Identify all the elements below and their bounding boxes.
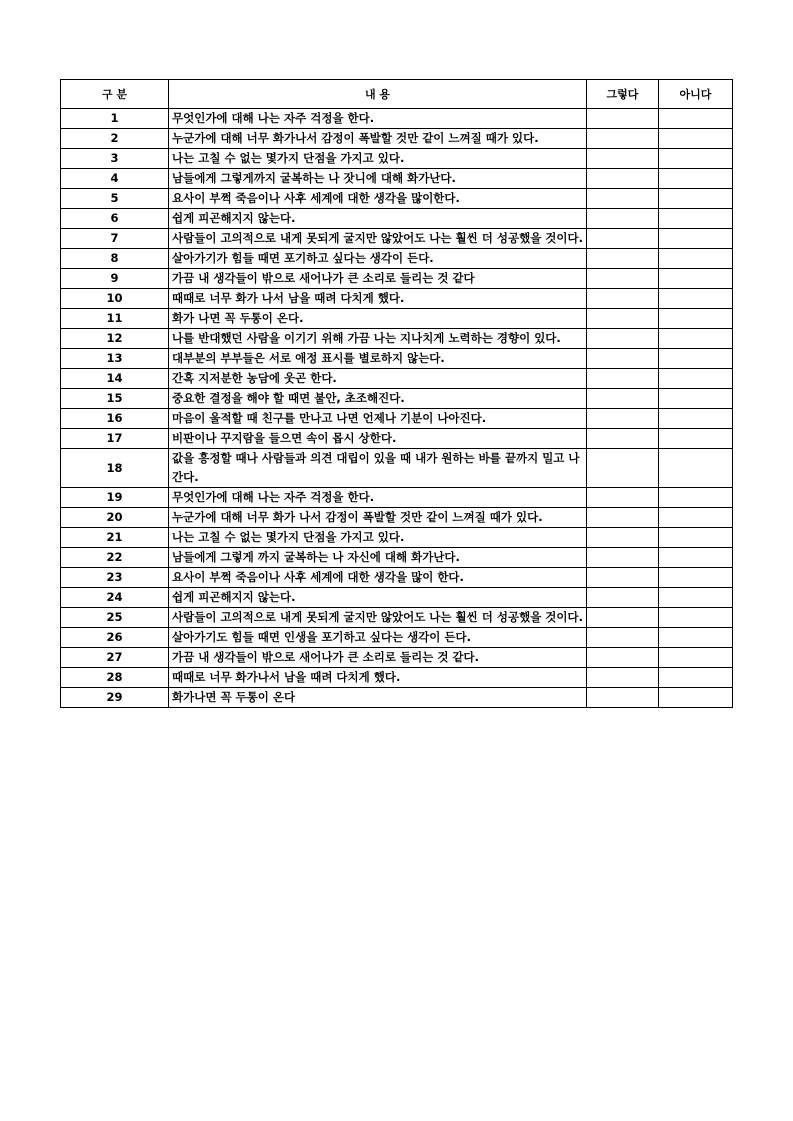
table-row bbox=[61, 269, 733, 289]
row-number: 28 bbox=[61, 668, 169, 688]
answer-yes-cell[interactable] bbox=[587, 508, 659, 528]
row-number: 29 bbox=[61, 688, 169, 708]
answer-yes-cell[interactable] bbox=[587, 249, 659, 269]
answer-no-cell[interactable] bbox=[659, 508, 733, 528]
answer-no-cell[interactable] bbox=[659, 109, 733, 129]
answer-no-cell[interactable] bbox=[659, 389, 733, 409]
answer-yes-cell[interactable] bbox=[587, 349, 659, 369]
answer-no-cell[interactable] bbox=[659, 488, 733, 508]
answer-yes-cell[interactable] bbox=[587, 608, 659, 628]
header-content: 내 용 bbox=[169, 80, 587, 109]
table-row bbox=[61, 648, 733, 668]
answer-yes-cell[interactable] bbox=[587, 289, 659, 309]
answer-yes-cell[interactable] bbox=[587, 429, 659, 449]
row-statement: 살아가기도 힘들 때면 인생을 포기하고 싶다는 생각이 든다. bbox=[169, 628, 587, 648]
row-statement: 대부분의 부부들은 서로 애정 표시를 별로하지 않는다. bbox=[169, 349, 587, 369]
table-row bbox=[61, 369, 733, 389]
answer-no-cell[interactable] bbox=[659, 309, 733, 329]
table-row bbox=[61, 189, 733, 209]
row-statement: 쉽게 피곤해지지 않는다. bbox=[169, 209, 587, 229]
row-number: 23 bbox=[61, 568, 169, 588]
answer-no-cell[interactable] bbox=[659, 209, 733, 229]
table-header-row bbox=[61, 80, 733, 109]
row-statement: 비판이나 꾸지람을 들으면 속이 몹시 상한다. bbox=[169, 429, 587, 449]
answer-no-cell[interactable] bbox=[659, 668, 733, 688]
answer-yes-cell[interactable] bbox=[587, 688, 659, 708]
row-number: 7 bbox=[61, 229, 169, 249]
row-statement: 살아가기가 힘들 때면 포기하고 싶다는 생각이 든다. bbox=[169, 249, 587, 269]
table-row bbox=[61, 169, 733, 189]
row-statement: 요사이 부쩍 죽음이나 사후 세계에 대한 생각을 많이한다. bbox=[169, 189, 587, 209]
row-number: 13 bbox=[61, 349, 169, 369]
row-statement: 나를 반대했던 사람을 이기기 위해 가끔 나는 지나치게 노력하는 경향이 있다. bbox=[169, 329, 587, 349]
answer-no-cell[interactable] bbox=[659, 169, 733, 189]
answer-yes-cell[interactable] bbox=[587, 369, 659, 389]
table-row bbox=[61, 329, 733, 349]
answer-yes-cell[interactable] bbox=[587, 109, 659, 129]
answer-no-cell[interactable] bbox=[659, 189, 733, 209]
table-row bbox=[61, 229, 733, 249]
answer-yes-cell[interactable] bbox=[587, 229, 659, 249]
row-statement: 중요한 결정을 해야 할 때면 불안, 초조해진다. bbox=[169, 389, 587, 409]
row-number: 9 bbox=[61, 269, 169, 289]
table-row bbox=[61, 668, 733, 688]
table-body bbox=[61, 109, 733, 708]
table-row bbox=[61, 548, 733, 568]
row-number: 4 bbox=[61, 169, 169, 189]
row-number: 25 bbox=[61, 608, 169, 628]
survey-table bbox=[60, 79, 733, 708]
row-statement: 무엇인가에 대해 나는 자주 걱정을 한다. bbox=[169, 109, 587, 129]
answer-no-cell[interactable] bbox=[659, 349, 733, 369]
row-number: 2 bbox=[61, 129, 169, 149]
row-statement: 남들에게 그렇게 까지 굴복하는 나 자신에 대해 화가난다. bbox=[169, 548, 587, 568]
table-row bbox=[61, 588, 733, 608]
row-statement: 화가 나면 꼭 두통이 온다. bbox=[169, 309, 587, 329]
answer-no-cell[interactable] bbox=[659, 449, 733, 488]
row-statement: 가끔 내 생각들이 밖으로 새어나가 큰 소리로 들리는 것 같다 bbox=[169, 269, 587, 289]
answer-no-cell[interactable] bbox=[659, 269, 733, 289]
table-row bbox=[61, 209, 733, 229]
answer-yes-cell[interactable] bbox=[587, 389, 659, 409]
answer-no-cell[interactable] bbox=[659, 329, 733, 349]
row-statement: 나는 고칠 수 없는 몇가지 단점을 가지고 있다. bbox=[169, 528, 587, 548]
row-number: 15 bbox=[61, 389, 169, 409]
table-row bbox=[61, 149, 733, 169]
row-number: 24 bbox=[61, 588, 169, 608]
row-number: 5 bbox=[61, 189, 169, 209]
table-row bbox=[61, 409, 733, 429]
row-statement: 때때로 너무 화가나서 남을 때려 다치게 했다. bbox=[169, 668, 587, 688]
answer-no-cell[interactable] bbox=[659, 628, 733, 648]
row-statement: 마음이 울적할 때 친구를 만나고 나면 언제나 기분이 나아진다. bbox=[169, 409, 587, 429]
row-statement: 때때로 너무 화가 나서 남을 때려 다치게 했다. bbox=[169, 289, 587, 309]
answer-yes-cell[interactable] bbox=[587, 129, 659, 149]
answer-no-cell[interactable] bbox=[659, 648, 733, 668]
answer-no-cell[interactable] bbox=[659, 409, 733, 429]
answer-yes-cell[interactable] bbox=[587, 329, 659, 349]
row-number: 20 bbox=[61, 508, 169, 528]
table-row bbox=[61, 688, 733, 708]
answer-no-cell[interactable] bbox=[659, 249, 733, 269]
answer-yes-cell[interactable] bbox=[587, 548, 659, 568]
row-statement: 사람들이 고의적으로 내게 못되게 굴지만 않았어도 나는 훨씬 더 성공했을 것이다. bbox=[169, 608, 587, 628]
header-number: 구 분 bbox=[61, 80, 169, 109]
row-statement: 남들에게 그렇게까지 굴복하는 나 잣니에 대해 화가난다. bbox=[169, 169, 587, 189]
row-statement: 누군가에 대해 너무 화가나서 감정이 폭발할 것만 같이 느껴질 때가 있다. bbox=[169, 129, 587, 149]
answer-yes-cell[interactable] bbox=[587, 628, 659, 648]
answer-yes-cell[interactable] bbox=[587, 189, 659, 209]
answer-yes-cell[interactable] bbox=[587, 309, 659, 329]
row-number: 16 bbox=[61, 409, 169, 429]
row-statement: 간혹 지저분한 농담에 웃곤 한다. bbox=[169, 369, 587, 389]
answer-yes-cell[interactable] bbox=[587, 568, 659, 588]
survey-sheet bbox=[60, 79, 732, 708]
answer-no-cell[interactable] bbox=[659, 289, 733, 309]
answer-yes-cell[interactable] bbox=[587, 409, 659, 429]
table-row bbox=[61, 309, 733, 329]
table-row bbox=[61, 389, 733, 409]
row-number: 26 bbox=[61, 628, 169, 648]
table-row bbox=[61, 488, 733, 508]
table-row bbox=[61, 528, 733, 548]
row-statement: 화가나면 꼭 두통이 온다 bbox=[169, 688, 587, 708]
answer-yes-cell[interactable] bbox=[587, 269, 659, 289]
row-statement: 요사이 부쩍 죽음이나 사후 세계에 대한 생각을 많이 한다. bbox=[169, 568, 587, 588]
row-number: 19 bbox=[61, 488, 169, 508]
answer-no-cell[interactable] bbox=[659, 129, 733, 149]
row-number: 8 bbox=[61, 249, 169, 269]
answer-no-cell[interactable] bbox=[659, 369, 733, 389]
answer-no-cell[interactable] bbox=[659, 149, 733, 169]
row-statement: 쉽게 피곤해지지 않는다. bbox=[169, 588, 587, 608]
row-statement: 누군가에 대해 너무 화가 나서 감정이 폭발할 것만 같이 느껴질 때가 있다. bbox=[169, 508, 587, 528]
table-row bbox=[61, 508, 733, 528]
table-row bbox=[61, 568, 733, 588]
answer-yes-cell[interactable] bbox=[587, 648, 659, 668]
row-number: 10 bbox=[61, 289, 169, 309]
table-row bbox=[61, 628, 733, 648]
table-row bbox=[61, 349, 733, 369]
answer-no-cell[interactable] bbox=[659, 229, 733, 249]
header-yes: 그렇다 bbox=[587, 80, 659, 109]
row-number: 11 bbox=[61, 309, 169, 329]
answer-yes-cell[interactable] bbox=[587, 668, 659, 688]
row-number: 1 bbox=[61, 109, 169, 129]
row-number: 27 bbox=[61, 648, 169, 668]
answer-yes-cell[interactable] bbox=[587, 588, 659, 608]
answer-no-cell[interactable] bbox=[659, 429, 733, 449]
row-statement: 가끔 내 생각들이 밖으로 새어나가 큰 소리로 들리는 것 같다. bbox=[169, 648, 587, 668]
answer-yes-cell[interactable] bbox=[587, 149, 659, 169]
answer-no-cell[interactable] bbox=[659, 608, 733, 628]
table-row bbox=[61, 109, 733, 129]
table-row bbox=[61, 429, 733, 449]
row-number: 18 bbox=[61, 449, 169, 488]
answer-yes-cell[interactable] bbox=[587, 528, 659, 548]
row-number: 14 bbox=[61, 369, 169, 389]
row-statement: 값을 흥정할 때나 사람들과 의견 대립이 있을 때 내가 원하는 바를 끝까지 밀고 나간다. bbox=[169, 449, 587, 488]
answer-no-cell[interactable] bbox=[659, 548, 733, 568]
answer-yes-cell[interactable] bbox=[587, 488, 659, 508]
table-row bbox=[61, 608, 733, 628]
table-row bbox=[61, 249, 733, 269]
answer-no-cell[interactable] bbox=[659, 528, 733, 548]
row-statement: 나는 고칠 수 없는 몇가지 단점을 가지고 있다. bbox=[169, 149, 587, 169]
answer-yes-cell[interactable] bbox=[587, 169, 659, 189]
row-statement: 무엇인가에 대해 나는 자주 걱정을 한다. bbox=[169, 488, 587, 508]
answer-yes-cell[interactable] bbox=[587, 449, 659, 488]
table-row bbox=[61, 129, 733, 149]
row-number: 17 bbox=[61, 429, 169, 449]
row-statement: 사람들이 고의적으로 내게 못되게 굴지만 않았어도 나는 훨씬 더 성공했을 것이다. bbox=[169, 229, 587, 249]
answer-no-cell[interactable] bbox=[659, 688, 733, 708]
row-number: 21 bbox=[61, 528, 169, 548]
answer-yes-cell[interactable] bbox=[587, 209, 659, 229]
table-row bbox=[61, 449, 733, 488]
answer-no-cell[interactable] bbox=[659, 588, 733, 608]
row-number: 22 bbox=[61, 548, 169, 568]
header-no: 아니다 bbox=[659, 80, 733, 109]
table-row bbox=[61, 289, 733, 309]
row-number: 6 bbox=[61, 209, 169, 229]
row-number: 3 bbox=[61, 149, 169, 169]
answer-no-cell[interactable] bbox=[659, 568, 733, 588]
row-number: 12 bbox=[61, 329, 169, 349]
